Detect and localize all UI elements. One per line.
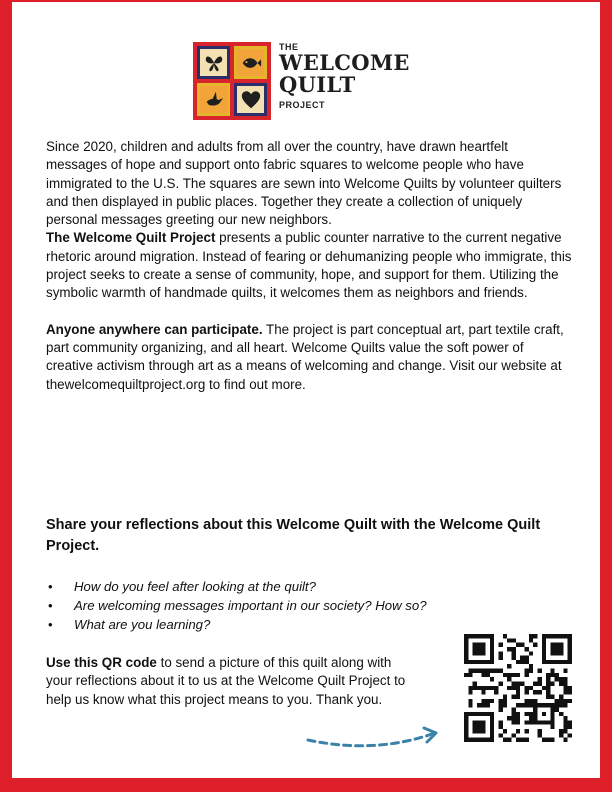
logo-project: PROJECT	[279, 100, 326, 110]
intro-paragraph-2	[46, 229, 572, 302]
list-item: • Are welcoming messages important in our society? How so?	[46, 596, 526, 615]
qr-bold-lead: Use this QR code	[46, 655, 157, 670]
logo-wordmark	[279, 42, 410, 112]
share-heading: Share your reflections about this Welcome Quilt with the Welcome Quilt Project.	[46, 517, 541, 554]
intro-paragraph-3-text: The project is part conceptual art, part textile craft, part community organizing, and all heart. Welcome Quilts value the soft power of creative activism through art as a means of welcoming and change. Visit our website at thewelcomequiltproject.org to find out more.	[46, 321, 564, 392]
list-item: • What are you learning?	[46, 615, 526, 634]
heart-icon	[234, 83, 267, 116]
butterfly-icon	[197, 46, 230, 79]
intro-paragraph-3	[46, 321, 572, 394]
intro-paragraph-1: Since 2020, children and adults from all over the country, have drawn heartfelt messages of hope and support onto fabric squares to welcome people who have immigrated to the U.S. The squares are sewn into Welcome Quilts by volunteer quilters and then displayed in public places. Together they create a collection of uniquely personal messages greeting our new neighbors.	[46, 139, 562, 228]
participate-bold: Anyone anywhere can participate.	[46, 321, 263, 337]
bird-icon	[197, 83, 230, 116]
quilt-emblem	[193, 42, 271, 120]
qr-instructions-text: to send a picture of this quilt along with your reflections about it to us at the Welcome Quilt Project to help us know what this project means to you. Thank you.	[46, 655, 406, 707]
dashed-arrow-icon	[304, 720, 444, 750]
logo-welcome: WELCOME	[279, 50, 410, 75]
qr-instructions	[46, 654, 406, 709]
project-name-bold: The Welcome Quilt Project	[46, 230, 216, 246]
logo-quilt: QUILT	[279, 72, 356, 97]
qr-code-icon[interactable]	[464, 634, 572, 742]
fish-icon	[234, 46, 267, 79]
intro-paragraph-2-text: presents a public counter narrative to the current negative rhetoric around migration. Instead of fearing or dehumanizing people who immigrate, this project seeks to create a sense of community, hope, and support for them. Utilizing the symbolic warmth of handmade quilts, it welcomes them as neighbors and friends.	[46, 230, 572, 301]
logo-the: THE	[279, 42, 299, 52]
intro-section	[46, 138, 572, 394]
welcome-quilt-logo	[193, 42, 413, 122]
list-item: • How do you feel after looking at the quilt?	[46, 577, 526, 596]
reflection-questions	[46, 577, 526, 634]
